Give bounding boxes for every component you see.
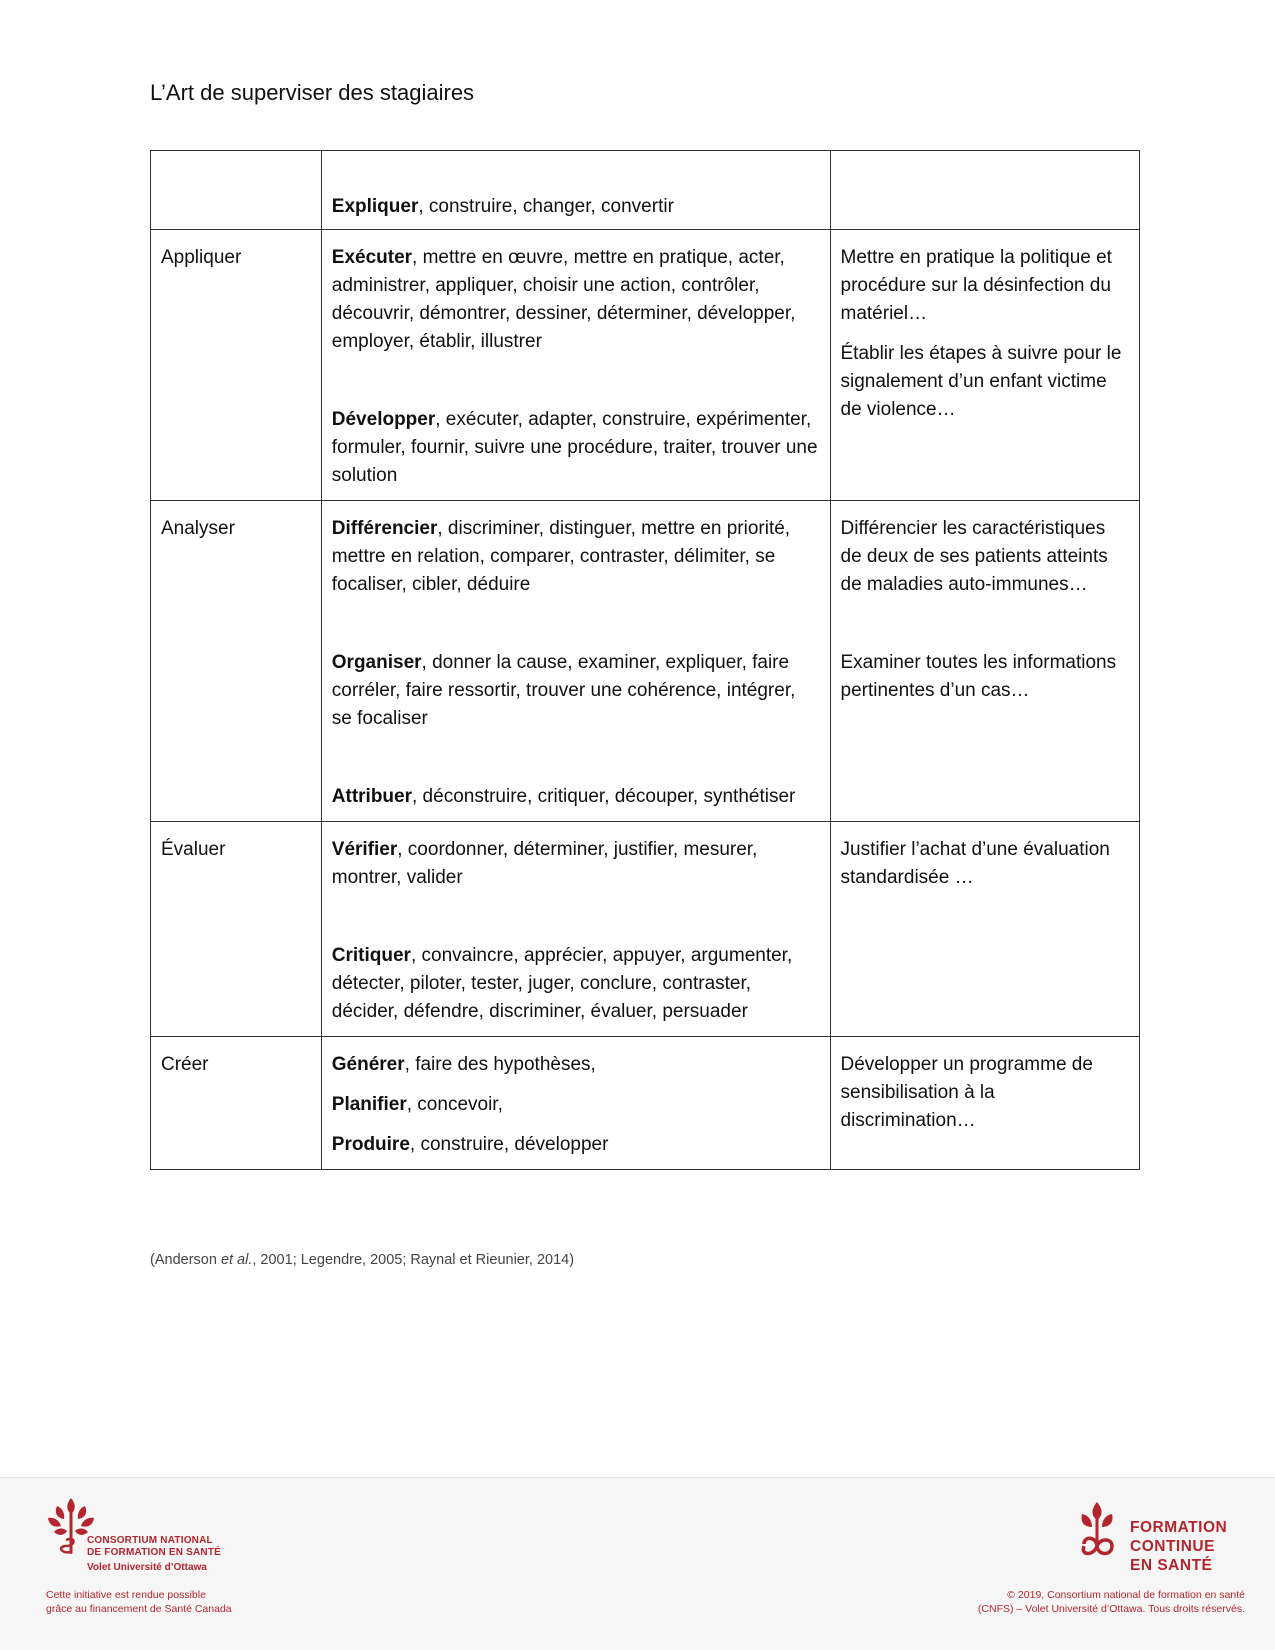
fcs-line: CONTINUE — [1130, 1538, 1215, 1555]
copyright-line: (CNFS) – Volet Université d’Ottawa. Tous droits réservés. — [977, 1603, 1245, 1615]
level-cell — [151, 1037, 322, 1170]
verb-group — [332, 649, 820, 733]
citation — [150, 1252, 574, 1268]
table-row — [151, 230, 1140, 501]
level-label: Analyser — [161, 518, 235, 539]
table-row — [151, 501, 1140, 822]
document-title: L’Art de superviser des stagiaires — [150, 80, 475, 105]
verbs-cell — [321, 822, 830, 1037]
example-text: Établir les étapes à suivre pour le signalement d’un enfant victime de violence… — [840, 343, 1122, 420]
verb-group — [332, 1091, 820, 1119]
fcs-wordmark — [1130, 1518, 1227, 1575]
verb-group — [332, 1131, 820, 1159]
copyright-line: © 2019, Consortium national de formation en santé — [1007, 1589, 1245, 1601]
cnfs-line: DE FORMATION EN SANTÉ — [87, 1546, 222, 1558]
fcs-line: FORMATION — [1130, 1519, 1228, 1536]
verb-list: , donner la cause, examiner, expliquer, faire corréler, faire ressortir, trouver une cohérence, intégrer, se focaliser — [331, 652, 796, 729]
table-row — [151, 1037, 1140, 1170]
verb-list: , construire, changer, convertir — [418, 196, 674, 217]
examples-cell — [830, 822, 1140, 1037]
verbs-cell — [321, 230, 830, 501]
verb-group — [332, 836, 820, 892]
examples-cell — [830, 501, 1140, 822]
copyright-note — [978, 1588, 1245, 1616]
bloom-taxonomy-table — [150, 150, 1140, 1170]
verb-group — [332, 406, 820, 490]
verb-head: Générer — [331, 1054, 405, 1075]
level-label: Appliquer — [161, 247, 242, 268]
level-label: Créer — [161, 1054, 209, 1075]
verb-list: , mettre en œuvre, mettre en pratique, acter, administrer, appliquer, choisir une action, contrôler, découvrir, démontrer, dessiner, déterminer, développer, employer, établir, illustrer — [331, 247, 796, 352]
verb-list: , faire des hypothèses, — [404, 1054, 596, 1075]
example-text: Différencier les caractéristiques de deux de ses patients atteints de maladies auto-immunes… — [840, 518, 1108, 595]
verb-group — [332, 942, 820, 1026]
verb-group — [332, 244, 820, 356]
verbs-cell — [321, 501, 830, 822]
verb-group — [332, 783, 820, 811]
verb-list: , exécuter, adapter, construire, expérimenter, formuler, fournir, suivre une procédure, traiter, trouver une solution — [331, 409, 818, 486]
table-row — [151, 822, 1140, 1037]
verb-list: , coordonner, déterminer, justifier, mesurer, montrer, valider — [331, 839, 758, 888]
citation-text: (Anderson — [150, 1252, 221, 1268]
example-text: Développer un programme de sensibilisation à la discrimination… — [840, 1054, 1093, 1131]
verb-head: Expliquer — [331, 196, 419, 217]
level-cell — [151, 230, 322, 501]
level-cell — [151, 822, 322, 1037]
cnfs-wordmark — [87, 1535, 221, 1558]
verb-group — [332, 515, 820, 599]
verb-head: Planifier — [331, 1094, 407, 1115]
level-cell — [151, 151, 322, 230]
verb-group — [332, 193, 820, 221]
verb-list: , discriminer, distinguer, mettre en priorité, mettre en relation, comparer, contraster, délimiter, se focaliser, cibler, déduire — [331, 518, 791, 595]
example-text: Examiner toutes les informations pertinentes d’un cas… — [840, 652, 1117, 701]
verbs-cell — [321, 151, 830, 230]
verb-list: , concevoir, — [406, 1094, 503, 1115]
level-cell — [151, 501, 322, 822]
funding-line: grâce au financement de Santé Canada — [46, 1603, 232, 1615]
example-text: Justifier l’achat d’une évaluation standardisée … — [840, 839, 1110, 888]
verb-head: Attribuer — [331, 786, 412, 807]
verb-group — [332, 1051, 820, 1079]
verb-head: Développer — [331, 409, 436, 430]
funding-note — [46, 1588, 232, 1616]
fcs-leaf-logo-icon — [1072, 1500, 1122, 1564]
verb-head: Exécuter — [331, 247, 413, 268]
verb-head: Produire — [331, 1134, 410, 1155]
citation-italic: et al. — [220, 1252, 253, 1268]
verb-head: Vérifier — [331, 839, 398, 860]
verb-head: Critiquer — [331, 945, 411, 966]
examples-cell — [830, 151, 1140, 230]
fcs-line: EN SANTÉ — [1130, 1557, 1213, 1574]
level-label: Évaluer — [161, 839, 226, 860]
verb-head: Organiser — [331, 652, 422, 673]
verbs-cell — [321, 1037, 830, 1170]
verb-list: , construire, développer — [409, 1134, 609, 1155]
examples-cell — [830, 1037, 1140, 1170]
verb-list: , déconstruire, critiquer, découper, synthétiser — [412, 786, 796, 807]
verb-list: , convaincre, apprécier, appuyer, argumenter, détecter, piloter, tester, juger, conclure, contraster, décider, défendre, discriminer, évaluer, persuader — [331, 945, 793, 1022]
cnfs-subtitle: Volet Université d’Ottawa — [87, 1562, 207, 1573]
verb-head: Différencier — [331, 518, 438, 539]
examples-cell — [830, 230, 1140, 501]
funding-line: Cette initiative est rendue possible — [46, 1589, 206, 1601]
example-text: Mettre en pratique la politique et procédure sur la désinfection du matériel… — [840, 247, 1112, 324]
table-row — [151, 151, 1140, 230]
citation-text: , 2001; Legendre, 2005; Raynal et Rieunier, 2014) — [252, 1252, 575, 1268]
cnfs-line: CONSORTIUM NATIONAL — [87, 1535, 213, 1546]
